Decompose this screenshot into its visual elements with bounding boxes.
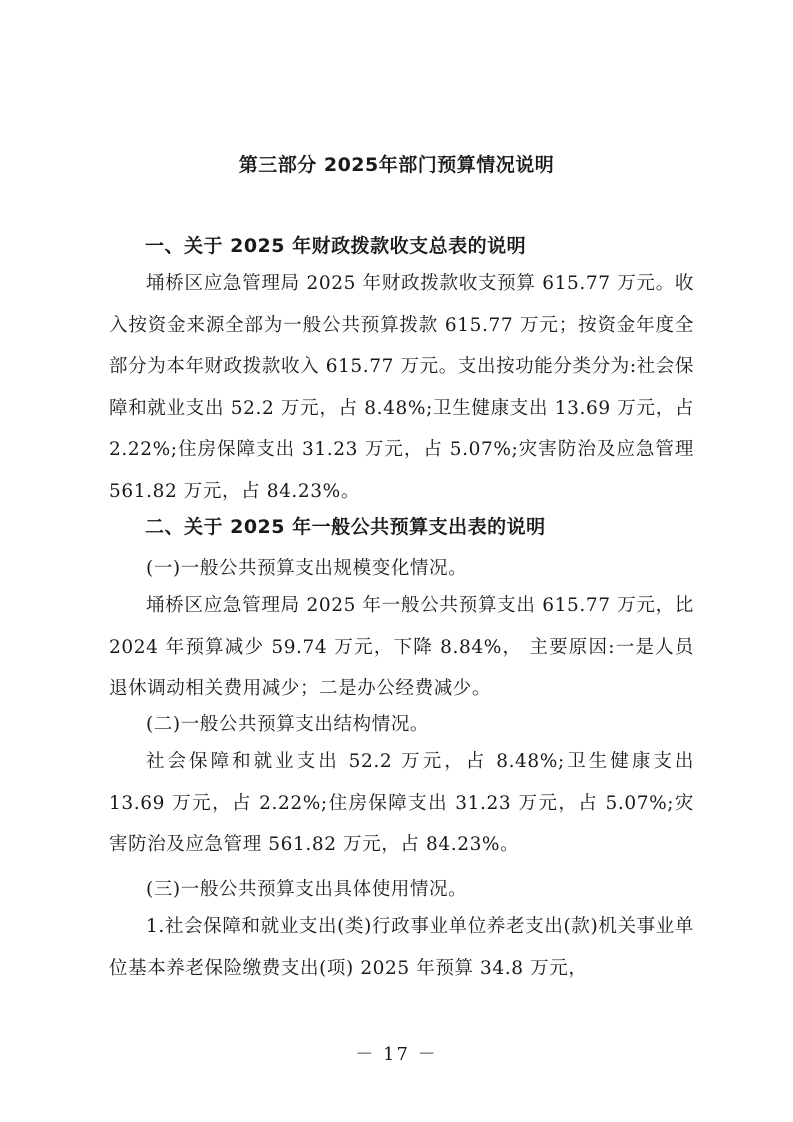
subsection-2-paragraph: 社会保障和就业支出 52.2 万元，占 8.48%;卫生健康支出 13.69 万元，占 2.22%;住房保障支出 31.23 万元，占 5.07%;灾害防治及应急管理 561.82 万元，占 84.23%。: [109, 751, 694, 855]
page-number: － 17 －: [355, 1044, 438, 1065]
subsection-1-heading: (一)一般公共预算支出规模变化情况。: [146, 558, 468, 579]
subsection-3-paragraph: 1.社会保障和就业支出(类)行政事业单位养老支出(款)机关事业单位基本养老保险缴费支出(项) 2025 年预算 34.8 万元，: [109, 916, 694, 979]
section-2-heading: 二、关于 2025 年一般公共预算支出表的说明: [145, 516, 546, 538]
subsection-3-heading: (三)一般公共预算支出具体使用情况。: [146, 879, 468, 900]
page-title: 第三部分 2025年部门预算情况说明: [238, 154, 555, 176]
subsection-1-paragraph: 埇桥区应急管理局 2025 年一般公共预算支出 615.77 万元，比 2024 年预算减少 59.74 万元，下降 8.84%， 主要原因:一是人员退休调动相关费用减少；二是办公经费减少。: [109, 595, 694, 699]
section-1-heading: 一、关于 2025 年财政拨款收支总表的说明: [145, 235, 527, 257]
section-1-paragraph: 埇桥区应急管理局 2025 年财政拨款收支预算 615.77 万元。收入按资金来源全部为一般公共预算拨款 615.77 万元；按资金年度全部分为本年财政拨款收入 615.77 万元。支出按功能分类分为:社会保障和就业支出 52.2 万元，占 8.48%;卫生健康支出 13.69 万元，占 2.22%;住房保障支出 31.23 万元，占 5.07%;灾害防治及应急管理 561.82 万元，占 84.23%。: [109, 273, 694, 502]
subsection-2-heading: (二)一般公共预算支出结构情况。: [146, 714, 430, 735]
